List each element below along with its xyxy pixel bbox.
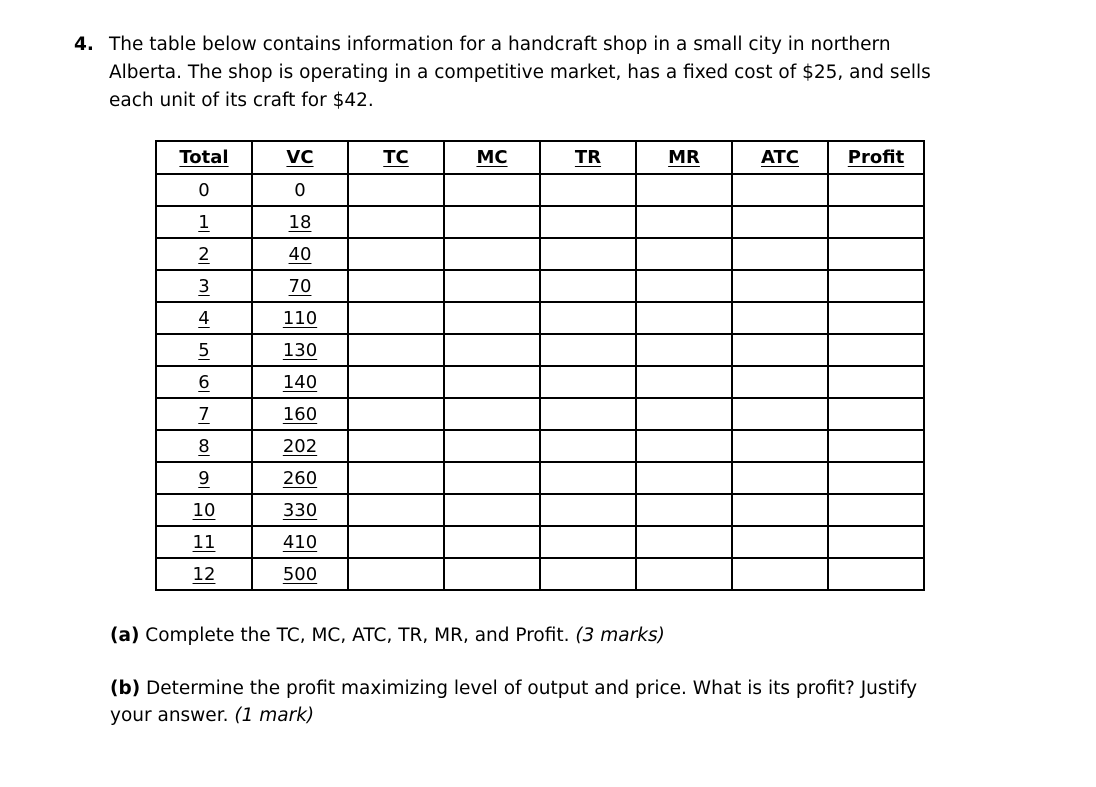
- cell-vc: 140: [252, 366, 348, 398]
- cell-mr: [636, 558, 732, 590]
- cell-tc: [348, 526, 444, 558]
- cell-atc: [732, 334, 828, 366]
- cell-atc: [732, 270, 828, 302]
- cell-profit: [828, 494, 924, 526]
- header-vc: VC: [252, 141, 348, 174]
- part-a-text: Complete the TC, MC, ATC, TR, MR, and Profit.: [139, 625, 576, 646]
- cell-profit: [828, 206, 924, 238]
- cell-mc: [444, 462, 540, 494]
- cell-mr: [636, 526, 732, 558]
- table-row: [156, 558, 924, 590]
- header-profit: Profit: [828, 141, 924, 174]
- cell-profit: [828, 462, 924, 494]
- cell-tc: [348, 270, 444, 302]
- cell-mr: [636, 270, 732, 302]
- cell-tc: [348, 334, 444, 366]
- cell-total: 1: [156, 206, 252, 238]
- table-body: [156, 174, 924, 590]
- cell-vc: 110: [252, 302, 348, 334]
- cell-mc: [444, 430, 540, 462]
- cell-tr: [540, 238, 636, 270]
- cell-atc: [732, 558, 828, 590]
- cell-mr: [636, 462, 732, 494]
- cell-total: 10: [156, 494, 252, 526]
- cell-mc: [444, 558, 540, 590]
- cell-mc: [444, 526, 540, 558]
- cost-table: [155, 140, 925, 591]
- cell-mr: [636, 206, 732, 238]
- cell-atc: [732, 174, 828, 206]
- cell-mr: [636, 174, 732, 206]
- cell-atc: [732, 494, 828, 526]
- cell-tc: [348, 558, 444, 590]
- cell-mc: [444, 334, 540, 366]
- cell-atc: [732, 398, 828, 430]
- cell-mr: [636, 366, 732, 398]
- header-atc: ATC: [732, 141, 828, 174]
- cell-mr: [636, 238, 732, 270]
- cell-profit: [828, 430, 924, 462]
- cell-atc: [732, 462, 828, 494]
- cell-mc: [444, 302, 540, 334]
- cell-total: 7: [156, 398, 252, 430]
- cell-tr: [540, 526, 636, 558]
- cell-vc: 160: [252, 398, 348, 430]
- cell-profit: [828, 526, 924, 558]
- cell-tc: [348, 494, 444, 526]
- cell-mr: [636, 398, 732, 430]
- cell-total: 5: [156, 334, 252, 366]
- cell-vc: 500: [252, 558, 348, 590]
- cell-tc: [348, 174, 444, 206]
- question-number: 4.: [74, 34, 94, 55]
- cell-tc: [348, 302, 444, 334]
- cell-tc: [348, 398, 444, 430]
- header-tr: TR: [540, 141, 636, 174]
- cell-tc: [348, 430, 444, 462]
- table-row: [156, 494, 924, 526]
- cell-profit: [828, 302, 924, 334]
- cell-profit: [828, 174, 924, 206]
- table-row: [156, 270, 924, 302]
- cell-total: 6: [156, 366, 252, 398]
- header-tc: TC: [348, 141, 444, 174]
- cell-total: 4: [156, 302, 252, 334]
- cell-vc: 40: [252, 238, 348, 270]
- cell-vc: 18: [252, 206, 348, 238]
- cell-mr: [636, 334, 732, 366]
- part-a-label: (a): [110, 625, 140, 646]
- cell-vc: 330: [252, 494, 348, 526]
- table-row: [156, 174, 924, 206]
- cell-tr: [540, 270, 636, 302]
- cell-mc: [444, 270, 540, 302]
- cell-atc: [732, 526, 828, 558]
- table-header-row: [156, 141, 924, 174]
- cell-mc: [444, 174, 540, 206]
- header-mr: MR: [636, 141, 732, 174]
- part-b-text-2: your answer.: [110, 705, 235, 726]
- cell-profit: [828, 398, 924, 430]
- header-total: Total: [156, 141, 252, 174]
- cell-tc: [348, 206, 444, 238]
- cell-tc: [348, 366, 444, 398]
- cell-total: 3: [156, 270, 252, 302]
- table-row: [156, 462, 924, 494]
- cell-profit: [828, 334, 924, 366]
- question-text: [109, 31, 1034, 115]
- cell-tc: [348, 238, 444, 270]
- cell-vc: 130: [252, 334, 348, 366]
- cell-tr: [540, 462, 636, 494]
- cell-vc: 260: [252, 462, 348, 494]
- table-row: [156, 526, 924, 558]
- table-row: [156, 366, 924, 398]
- cell-tr: [540, 398, 636, 430]
- table-row: [156, 238, 924, 270]
- cell-atc: [732, 206, 828, 238]
- cell-tr: [540, 430, 636, 462]
- cell-vc: 0: [252, 174, 348, 206]
- question-line-3: each unit of its craft for $42.: [109, 90, 374, 111]
- cell-atc: [732, 302, 828, 334]
- cell-total: 0: [156, 174, 252, 206]
- cell-mr: [636, 430, 732, 462]
- table-row: [156, 398, 924, 430]
- cell-tr: [540, 366, 636, 398]
- cell-vc: 410: [252, 526, 348, 558]
- cell-atc: [732, 366, 828, 398]
- cell-profit: [828, 558, 924, 590]
- part-b-marks: (1 mark): [234, 705, 315, 726]
- part-b: [110, 675, 1030, 729]
- cell-vc: 202: [252, 430, 348, 462]
- table-row: [156, 206, 924, 238]
- table-row: [156, 334, 924, 366]
- cell-tr: [540, 334, 636, 366]
- cell-tc: [348, 462, 444, 494]
- cell-tr: [540, 206, 636, 238]
- table-row: [156, 430, 924, 462]
- cell-mc: [444, 206, 540, 238]
- cell-mc: [444, 366, 540, 398]
- cell-vc: 70: [252, 270, 348, 302]
- cell-total: 9: [156, 462, 252, 494]
- cell-tr: [540, 558, 636, 590]
- cell-mc: [444, 398, 540, 430]
- cell-profit: [828, 270, 924, 302]
- question-line-1: The table below contains information for a handcraft shop in a small city in northern: [109, 34, 891, 55]
- cell-profit: [828, 238, 924, 270]
- cell-mr: [636, 302, 732, 334]
- table-row: [156, 302, 924, 334]
- cell-mc: [444, 494, 540, 526]
- cell-tr: [540, 302, 636, 334]
- part-a-marks: (3 marks): [575, 625, 665, 646]
- cell-total: 11: [156, 526, 252, 558]
- cell-mr: [636, 494, 732, 526]
- cell-total: 12: [156, 558, 252, 590]
- cell-profit: [828, 366, 924, 398]
- cell-tr: [540, 494, 636, 526]
- cell-mc: [444, 238, 540, 270]
- cell-atc: [732, 238, 828, 270]
- cell-atc: [732, 430, 828, 462]
- header-mc: MC: [444, 141, 540, 174]
- part-b-text-1: Determine the profit maximizing level of output and price. What is its profit? Justify: [140, 678, 918, 699]
- cell-total: 8: [156, 430, 252, 462]
- part-b-label: (b): [110, 678, 141, 699]
- cell-tr: [540, 174, 636, 206]
- question-line-2: Alberta. The shop is operating in a competitive market, has a fixed cost of $25, and sells: [109, 62, 931, 83]
- cell-total: 2: [156, 238, 252, 270]
- part-a: [110, 622, 1030, 649]
